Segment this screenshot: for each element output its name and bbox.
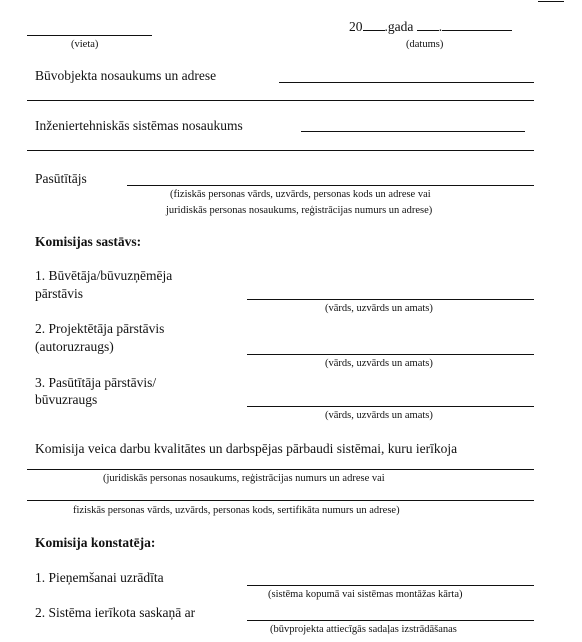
finding-2-line[interactable] — [247, 620, 534, 621]
object-line-2[interactable] — [27, 100, 534, 101]
commission-heading: Komisijas sastāvs: — [35, 234, 142, 249]
date-gada-text: .gada — [384, 19, 414, 34]
object-label: Būvobjekta nosaukums un adrese — [35, 68, 217, 83]
client-caption-1: (fiziskās personas vārds, uzvārds, personas kods un adrese vai — [170, 189, 431, 200]
finding-2-label: 2. Sistēma ierīkota saskaņā ar — [35, 605, 196, 620]
findings-heading: Komisija konstatēja: — [35, 535, 156, 550]
system-label: Inženiertehniskās sistēmas nosaukums — [35, 118, 243, 133]
system-line-1[interactable] — [301, 131, 525, 132]
object-line-1[interactable] — [279, 82, 534, 83]
inspection-caption-1: (juridiskās personas nosaukums, reģistrācijas numurs un adrese vai — [103, 473, 385, 484]
page-corner-mark — [538, 1, 564, 2]
member-1-caption: (vārds, uzvārds un amats) — [325, 303, 433, 314]
place-line[interactable] — [27, 35, 152, 36]
member-2-caption: (vārds, uzvārds un amats) — [325, 358, 433, 369]
member-3-label-line1: 3. Pasūtītāja pārstāvis/ — [35, 375, 157, 390]
client-label: Pasūtītājs — [35, 171, 87, 186]
finding-2-caption: (būvprojekta attiecīgās sadaļas izstrādāšanas — [270, 624, 457, 635]
member-1-label-line2: pārstāvis — [35, 286, 83, 301]
date-year-prefix: 20 — [349, 19, 363, 34]
inspection-line-1[interactable] — [27, 469, 534, 470]
place-caption: (vieta) — [71, 39, 99, 50]
finding-1-label: 1. Pieņemšanai uzrādīta — [35, 570, 164, 585]
member-3-line[interactable] — [247, 406, 534, 407]
member-1-line[interactable] — [247, 299, 534, 300]
date-caption: (datums) — [406, 39, 444, 50]
date-field[interactable]: 20 .gada . — [349, 18, 512, 35]
inspection-line-2[interactable] — [27, 500, 534, 501]
date-month-blank[interactable] — [442, 18, 512, 31]
finding-1-line[interactable] — [247, 585, 534, 586]
system-line-2[interactable] — [27, 150, 534, 151]
date-year-blank[interactable] — [363, 18, 385, 31]
member-2-line[interactable] — [247, 354, 534, 355]
inspection-caption-2: fiziskās personas vārds, uzvārds, personas kods, sertifikāta numurs un adrese) — [73, 505, 400, 516]
date-day-blank[interactable] — [417, 18, 439, 31]
finding-1-caption: (sistēma kopumā vai sistēmas montāžas kārta) — [268, 589, 463, 600]
member-3-label-line2: būvuzraugs — [35, 392, 98, 407]
client-line[interactable] — [127, 185, 534, 186]
member-1-label-line1: 1. Būvētāja/būvuzņēmēja — [35, 268, 173, 283]
inspection-text: Komisija veica darbu kvalitātes un darbspējas pārbaudi sistēmai, kuru ierīkoja — [35, 441, 458, 456]
member-2-label-line1: 2. Projektētāja pārstāvis — [35, 321, 165, 336]
client-caption-2: juridiskās personas nosaukums, reģistrācijas numurs un adrese) — [166, 205, 433, 216]
member-3-caption: (vārds, uzvārds un amats) — [325, 410, 433, 421]
member-2-label-line2: (autoruzraugs) — [35, 339, 114, 354]
